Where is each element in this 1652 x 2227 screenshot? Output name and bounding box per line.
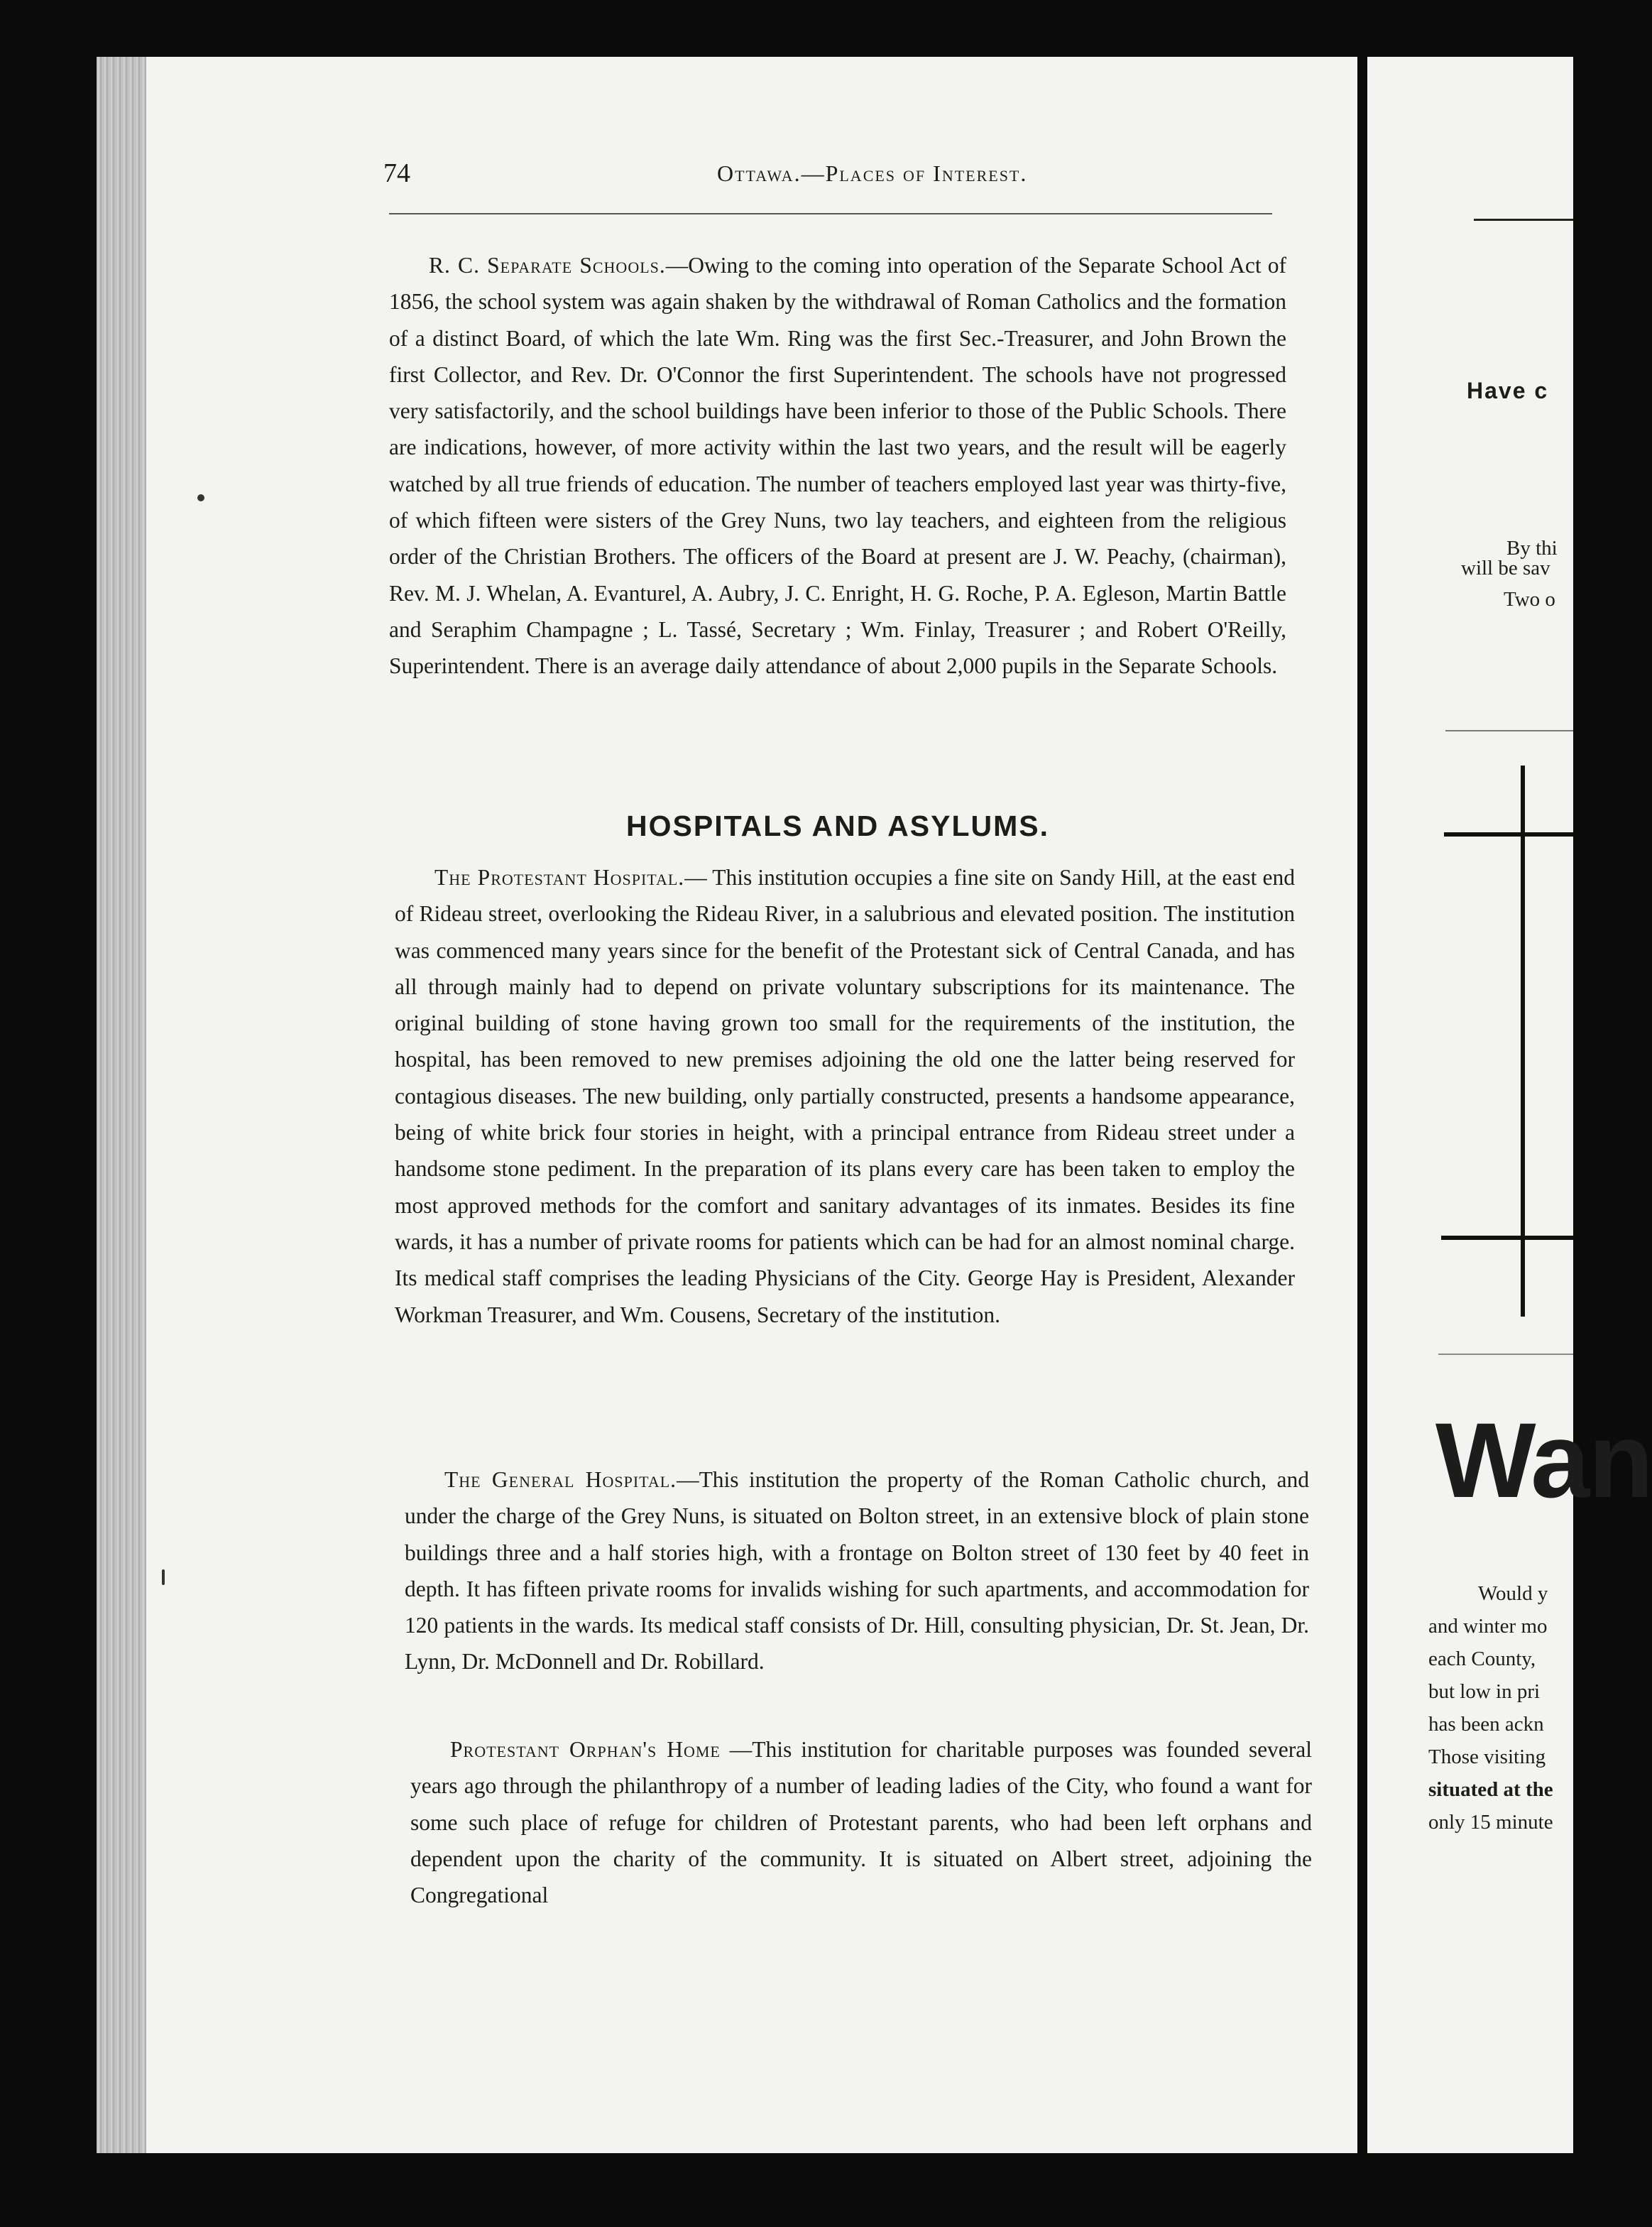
right-page-line-4: but low in pri xyxy=(1428,1680,1541,1703)
general-hospital-lead: The General Hospital. xyxy=(444,1467,677,1492)
section-heading: HOSPITALS AND ASYLUMS. xyxy=(626,810,1049,842)
general-hospital-paragraph xyxy=(405,1461,1309,1680)
right-page-rule-3 xyxy=(1438,1354,1573,1355)
right-page-frame-bottom xyxy=(1441,1236,1573,1240)
right-page-line-6: Those visiting xyxy=(1428,1746,1546,1768)
header-rule xyxy=(389,213,1272,214)
right-page-line-7: situated at the xyxy=(1428,1778,1553,1801)
separate-schools-lead: R. C. Separate Schools. xyxy=(429,253,666,278)
separate-schools-paragraph xyxy=(389,247,1286,685)
right-page-line-8: only 15 minute xyxy=(1428,1811,1553,1834)
separate-schools-text: —Owing to the coming into operation of the Separate School Act of 1856, the school system was again shaken by the withdrawal of Roman Catholics and the formation of a distinct Board, of which the late Wm. Ring was the first Sec.-Treasurer, and John Brown the first Collector, and Rev. Dr. O'Connor the first Superintendent. The schools have not progressed very satisfactorily, and the school buildings have been inferior to those of the Public Schools. There are indications, however, of more activity within the last two years, and the result will be eagerly watched by all true friends of education. The number of teachers employed last year was thirty-five, of which fifteen were sisters of the Grey Nuns, two lay teachers, and eighteen from the religious order of the Christian Brothers. The officers of the Board at present are J. W. Peachy, (chairman), Rev. M. J. Whelan, A. Evanturel, A. Aubry, J. C. Enright, H. G. Roche, P. A. Egleson, Martin Battle and Seraphim Champagne ; L. Tassé, Secretary ; Wm. Finlay, Treasurer ; and Robert O'Reilly, Superintendent. There is an average daily attendance of about 2,000 pupils in the Separate Schools. xyxy=(389,253,1286,679)
protestant-hospital-lead: The Protestant Hospital. xyxy=(434,865,685,890)
protestant-hospital-paragraph xyxy=(395,859,1295,1333)
orphans-home-lead: Protestant Orphan's Home xyxy=(450,1737,721,1762)
general-hospital-text: —This institution the property of the Roman Catholic church, and under the charge of the Grey Nuns, is situated on Bolton street, in an extensive block of plain stone buildings three and a half stories high, with a frontage on Bolton street of 130 feet by 40 feet in depth. It has fifteen private rooms for invalids wishing for such apartments, and accommodation for 120 patients in the wards. Its medical staff consists of Dr. Hill, consulting physician, Dr. St. Jean, Dr. Lynn, Dr. McDonnell and Dr. Robillard. xyxy=(405,1467,1309,1675)
right-page-line-5: has been ackn xyxy=(1428,1713,1544,1736)
right-page xyxy=(1367,57,1652,2153)
right-page-frame-left xyxy=(1521,766,1525,1317)
page-number: 74 xyxy=(383,158,410,188)
right-page-rule-2 xyxy=(1445,730,1573,731)
protestant-hospital-text: — This institution occupies a fine site on Sandy Hill, at the east end of Rideau street, overlooking the Rideau River, in a salubrious and elevated position. The institution was commenced many years since for the benefit of the Protestant sick of Central Canada, and has all through mainly had to depend on private voluntary subscriptions for its maintenance. The original building of stone having grown too small for the requirements of the institution, the hospital, has been removed to new premises adjoining the old one the latter being reserved for contagious diseases. The new building, only partially constructed, presents a handsome appearance, being of white brick four stories in height, with a principal entrance from Rideau street under a handsome stone pediment. In the preparation of its plans every care has been taken to employ the most approved methods for the comfort and sanitary advantages of its inmates. Besides its fine wards, it has a number of private rooms for patients which can be had for an almost nominal charge. Its medical staff comprises the leading Physicians of the City. George Hay is President, Alexander Workman Treasurer, and Wm. Cousens, Secretary of the institution. xyxy=(395,865,1295,1327)
right-page-two-text: Two o xyxy=(1504,588,1555,611)
right-page-headline: Wan xyxy=(1435,1400,1652,1520)
right-page-line-1: Would y xyxy=(1478,1582,1548,1605)
orphans-home-paragraph xyxy=(410,1731,1312,1913)
right-page-frame-top xyxy=(1444,832,1573,837)
page-header xyxy=(383,158,1369,214)
page-edge xyxy=(97,57,146,2153)
right-page-line-2: and winter mo xyxy=(1428,1615,1548,1638)
right-page-rule xyxy=(1474,219,1573,221)
running-head: Ottawa.—Places of Interest. xyxy=(717,160,1028,186)
right-page-have-text: Have c xyxy=(1467,378,1549,403)
orphans-home-text: —This institution for charitable purposes was founded several years ago through the philanthropy of a number of leading ladies of the City, who found a want for some such place of refuge for children of Protestant parents, who had been left orphans and dependent upon the charity of the community. It is situated on Albert street, adjoining the Congregational xyxy=(410,1737,1313,1908)
right-page-by-text: By thi xyxy=(1506,537,1558,560)
margin-speck xyxy=(197,494,204,501)
right-page-line-3: each County, xyxy=(1428,1648,1536,1670)
right-page-will-text: will be sav xyxy=(1461,557,1550,579)
margin-speck-2 xyxy=(162,1569,165,1585)
